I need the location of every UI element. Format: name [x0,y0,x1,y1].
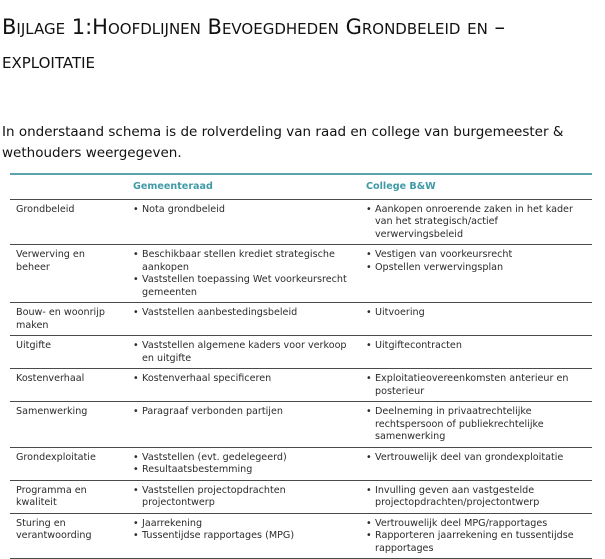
bullet-list [366,485,586,510]
bullet-list [133,340,354,365]
bullet-list [366,452,586,465]
bullet-item: • Vertrouwelijk deel MPG/rapportages [366,518,586,531]
page-title-line1: Bijlage 1:Hoofdlijnen Bevoegdheden Grondbeleid en – [2,15,505,39]
bullet-item: • Deelneming in privaatrechtelijke rechtspersoon of publiekrechtelijke samenwerking [366,406,586,444]
table-row [10,336,592,369]
bullet-list [366,406,586,444]
page-title [2,10,592,78]
row-label: Samenwerking [10,402,127,447]
bullet-list [133,485,354,510]
college-cell [360,303,592,335]
header-college: College B&W [360,175,592,199]
table-row [10,514,592,559]
bullet-item: • Vaststellen algemene kaders voor verkoop en uitgifte [133,340,354,365]
bullet-list [133,518,354,543]
raad-cell [127,481,360,513]
bullet-item: • Vertrouwelijk deel van grondexploitatie [366,452,586,465]
bullet-item: • Jaarrekening [133,518,354,531]
bullet-item: • Tussentijdse rapportages (MPG) [133,530,354,543]
row-label: Bouw- en woonrijp maken [10,303,127,335]
row-label: Grondbeleid [10,200,127,245]
college-cell [360,245,592,302]
table-row [10,200,592,246]
table-row [10,303,592,336]
row-label: Verwerving en beheer [10,245,127,302]
bullet-item: • Exploitatieovereenkomsten anterieur en posterieur [366,373,586,398]
row-label: Grondexploitatie [10,448,127,480]
bullet-item: • Uitgiftecontracten [366,340,586,353]
bullet-item: • Kostenverhaal specificeren [133,373,354,386]
raad-cell [127,448,360,480]
bullet-item: • Opstellen verwervingsplan [366,262,586,275]
bullet-item: • Invulling geven aan vastgestelde projectopdrachten/projectontwerp [366,485,586,510]
college-cell [360,481,592,513]
bullet-list [366,307,586,320]
table-row [10,245,592,303]
bullet-item: • Uitvoering [366,307,586,320]
raad-cell [127,369,360,401]
bullet-item: • Vaststellen toepassing Wet voorkeursrecht gemeenten [133,274,354,299]
bullet-item: • Aankopen onroerende zaken in het kader van het strategisch/actief verwervingsbeleid [366,204,586,242]
table-row [10,369,592,402]
bullet-list [133,307,354,320]
table-body [10,200,592,559]
bullet-list [366,249,586,274]
raad-cell [127,303,360,335]
college-cell [360,336,592,368]
raad-cell [127,245,360,302]
table-row [10,481,592,514]
table-row [10,448,592,481]
bullet-item: • Vestigen van voorkeursrecht [366,249,586,262]
bullet-item: • Vaststellen (evt. gedelegeerd) [133,452,354,465]
table-header-row [10,175,592,200]
raad-cell [127,514,360,559]
row-label: Uitgifte [10,336,127,368]
college-cell [360,200,592,245]
bullet-list [366,518,586,556]
bullet-item: • Nota grondbeleid [133,204,354,217]
bullet-list [133,452,354,477]
bullet-item: • Rapporteren jaarrekening en tussentijdse rapportages [366,530,586,555]
header-gemeenteraad: Gemeenteraad [127,175,360,199]
bullet-list [366,373,586,398]
intro-paragraph: In onderstaand schema is de rolverdeling van raad en college van burgemeester & wethouders weergegeven. [2,122,592,164]
college-cell [360,514,592,559]
bullet-item: • Vaststellen projectopdrachten projectontwerp [133,485,354,510]
page-title-line2: exploitatie [2,44,592,78]
bullet-list [133,204,354,217]
bullet-item: • Vaststellen aanbestedingsbeleid [133,307,354,320]
role-division-table [10,173,592,559]
bullet-list [366,204,586,242]
bullet-list [133,406,354,419]
bullet-list [366,340,586,353]
bullet-list [133,249,354,299]
header-topic [10,175,127,199]
bullet-item: • Resultaatsbestemming [133,464,354,477]
row-label: Kostenverhaal [10,369,127,401]
raad-cell [127,336,360,368]
table-row [10,402,592,448]
row-label: Sturing en verantwoording [10,514,127,559]
bullet-list [133,373,354,386]
bullet-item: • Beschikbaar stellen krediet strategische aankopen [133,249,354,274]
raad-cell [127,200,360,245]
raad-cell [127,402,360,447]
college-cell [360,448,592,480]
college-cell [360,402,592,447]
row-label: Programma en kwaliteit [10,481,127,513]
college-cell [360,369,592,401]
bullet-item: • Paragraaf verbonden partijen [133,406,354,419]
